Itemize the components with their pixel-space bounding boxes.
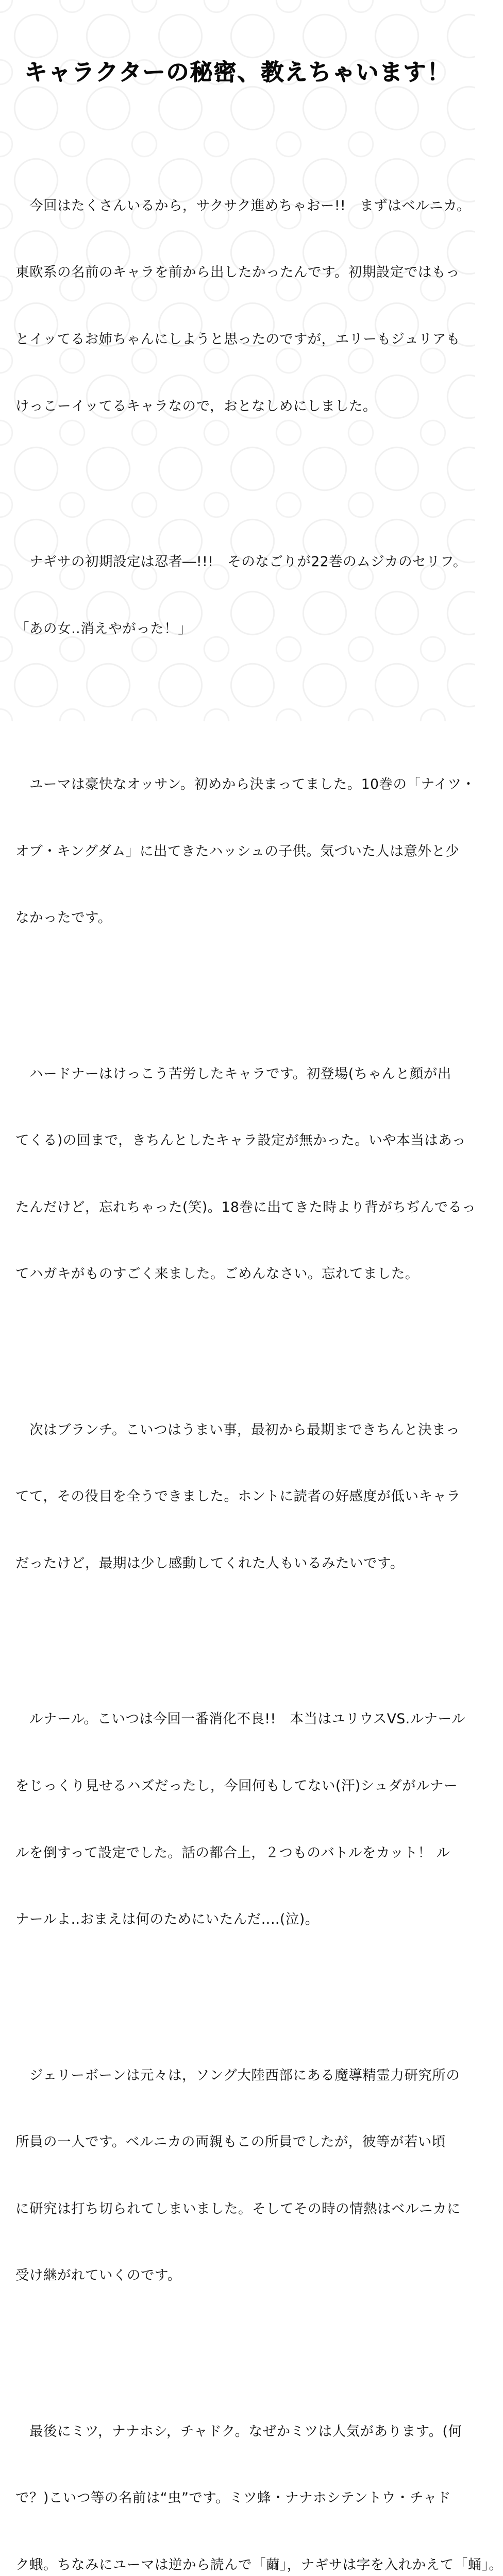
paragraph-4 — [15, 1018, 476, 1330]
text-line: 今回はたくさんいるから，サクサク進めちゃおー!! まずはベルニカ。 — [15, 197, 471, 214]
article-body — [15, 106, 503, 2576]
text-line: てて，その役目を全うできました。ホントに読者の好感度が低いキャラ — [15, 1488, 461, 1505]
paragraph-3 — [15, 729, 476, 974]
paragraph-2 — [15, 506, 467, 685]
text-line: ルを倒すって設定でした。話の都合上，２つものバトルをカット！ ル — [15, 1844, 450, 1861]
text-line: オブ・キングダム」に出てきたハッシュの子供。気づいた人は意外と少 — [15, 843, 460, 859]
paragraph-8 — [15, 2376, 503, 2576]
text-line: 所員の一人です。ベルニカの両親もこの所員でしたが，彼等が若い頃 — [15, 2134, 446, 2150]
paragraph-5 — [15, 1374, 462, 1619]
paragraph-7 — [15, 2020, 462, 2331]
text-line: けっこーイッてるキャラなので，おとなしめにしました。 — [15, 398, 377, 414]
text-line: てハガキがものすごく来ました。ごめんなさい。忘れてました。 — [15, 1266, 419, 1282]
text-line: 最後にミツ，ナナホシ，チャドク。なぜかミツは人気があります。(何 — [15, 2423, 462, 2439]
text-line: ナールよ‥おまえは何のためにいたんだ‥‥(泣)。 — [15, 1911, 319, 1928]
text-line: てくる)の回まで，きちんとしたキャラ設定が無かった。いや本当はあっ — [15, 1132, 466, 1149]
text-line: 東欧系の名前のキャラを前から出したかったんです。初期設定ではもっ — [15, 264, 460, 281]
text-line: ナギサの初期設定は忍者―!!! そのなごりが22巻のムジカのセリフ。 — [15, 554, 467, 570]
text-line: ルナール。こいつは今回一番消化不良!! 本当はユリウスVS.ルナール — [15, 1711, 466, 1727]
page-title: キャラクターの秘密、教えちゃいます！ — [24, 59, 451, 86]
text-line: 次はブランチ。こいつはうまい事，最初から最期まできちんと決まっ — [15, 1421, 460, 1438]
text-line: で？)こいつ等の名前は“虫”です。ミツ蜂・ナナホシテントウ・チャド — [15, 2490, 451, 2506]
text-line: だったけど，最期は少し感動してくれた人もいるみたいです。 — [15, 1555, 404, 1571]
text-line: 受け継がれていくのです。 — [15, 2267, 181, 2284]
text-line: ク蛾。ちなみにユーマは逆から読んで「繭」，ナギサは字を入れかえて「蛹」。 — [15, 2556, 503, 2573]
paragraph-1 — [15, 150, 471, 462]
text-line: をじっくり見せるハズだったし，今回何もしてない(汗)シュダがルナー — [15, 1777, 458, 1794]
paragraph-6 — [15, 1664, 466, 1975]
text-line: ユーマは豪快なオッサン。初めから決まってました。10巻の「ナイツ・ — [15, 776, 476, 792]
text-line: なかったです。 — [15, 910, 112, 926]
text-line: に研究は打ち切られてしまいました。そしてその時の情熱はベルニカに — [15, 2200, 461, 2217]
text-line: ジェリーボーンは元々は，ソング大陸西部にある魔導精霊力研究所の — [15, 2067, 460, 2083]
text-line: ハードナーはけっこう苦労したキャラです。初登場(ちゃんと顔が出 — [15, 1065, 451, 1082]
text-line: 「あの女‥消えやがった！」 — [15, 620, 192, 637]
text-line: とイッてるお姉ちゃんにしようと思ったのですが，エリーもジュリアも — [15, 331, 460, 347]
text-line: たんだけど，忘れちゃった(笑)。18巻に出てきた時より背がちぢんでるっ — [15, 1199, 476, 1215]
